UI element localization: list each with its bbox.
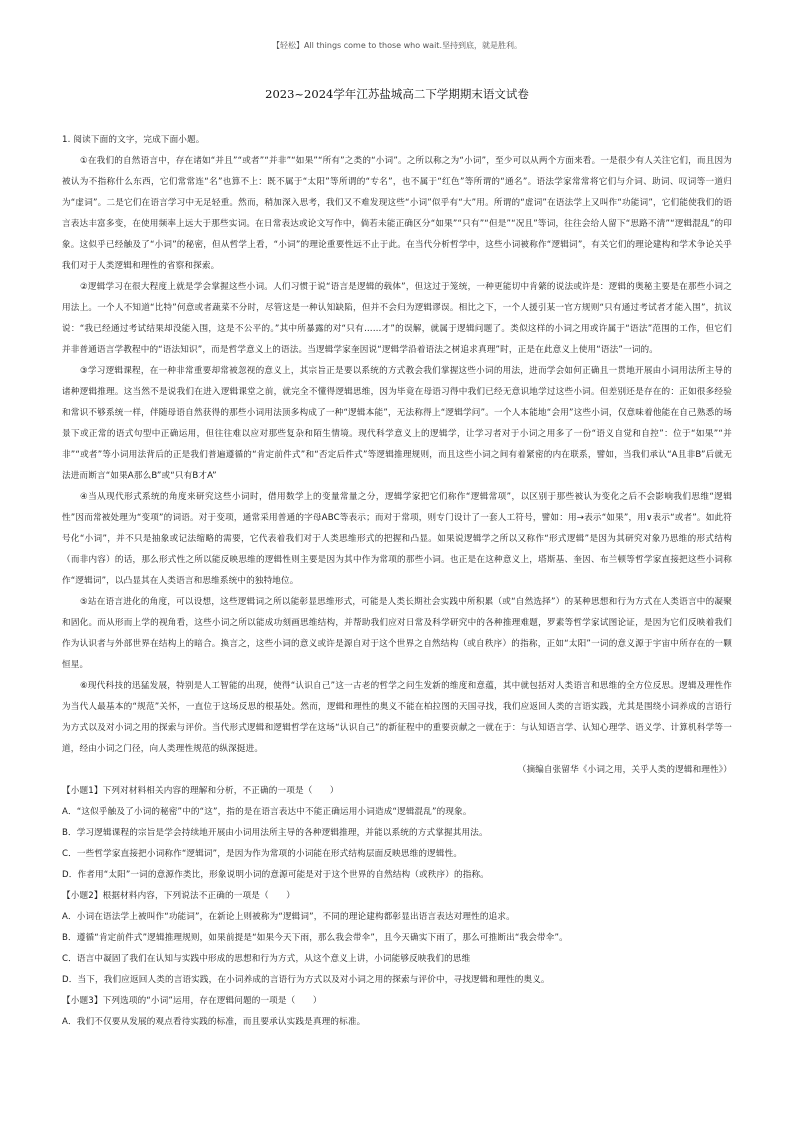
question-2-option-a: A．小词在语法学上被叫作“功能词”，在新论上则被称为“逻辑词”，不同的理论建构都彰显出语言表达对理性的追求。 xyxy=(62,912,515,922)
document-body xyxy=(62,130,732,1033)
question-1-option-c: C．一些哲学家直接把小词称作“逻辑词”，是因为作为常项的小词能在形式结构层面反映思维的逻辑性。 xyxy=(62,849,463,859)
paragraph-4: ④当从现代形式系统的角度来研究这些小词时，借用数学上的变量常量之分，逻辑学家把它们称作“逻辑常项”，以区别于那些被认为变化之后不会影响我们思维“逻辑性”因而常被处理为“变项”的词语。对于变项，通常采用普通的字母ABC等表示；而对于常项，则专门设计了一套人工符号，譬如：用→表示“如果”，用∨表示“或者”。如此符号化“小词”，并不只是抽象或记法缩略的需要，它代表着我们对于人类思维形式的把握和凸显。如果说逻辑学之所以又称作“形式逻辑”是因为其研究对象乃思维的形式结构（而非内容）的话，那么形式性之所以能反映思维的逻辑性则主要是因为其中作为常项的那些小词。也正是在这种意义上，塔斯基、奎因、布兰顿等哲学家直接把这些小词称作“逻辑词”，以凸显其在人类语言和思维系统中的独特地位。 xyxy=(62,492,732,586)
instructions: 1. 阅读下面的文字，完成下面小题。 xyxy=(62,135,205,145)
header-note: 【轻松】All things come to those who wait.坚持到底，就是胜利。 xyxy=(271,41,522,50)
question-2-option-d: D．当下，我们应返回人类的言语实践，在小词养成的言语行为方式以及对小词之用的探索与评价中，寻找逻辑和理性的奥义。 xyxy=(62,975,550,985)
question-3-stem: 【小题3】下列选项的“小词”运用，存在逻辑问题的一项是（ ） xyxy=(62,996,322,1006)
question-2-option-c: C．语言中凝固了我们在认知与实践中形成的思想和行为方式，从这个意义上讲，小词能够反映我们的思维 xyxy=(62,954,471,964)
paragraph-5: ⑤站在语言进化的角度，可以设想，这些逻辑词之所以能彰显思维形式，可能是人类长期社会实践中所积累（或“自然选择”）的某种思想和行为方式在人类语言中的凝聚和固化。而从形而上学的视角看，这些小词之所以能成功刻画思维结构，并帮助我们应对日常及科学研究中的各种推理难题，罗素等哲学家试图论证，是因为它们反映着我们作为认识者与外部世界在结构上的暗合。换言之，这些小词的意义或许是源自对于这个世界之自然结构（或自秩序）的指称，正如“太阳”一词的意义源于宇宙中所存在的一颗恒星。 xyxy=(62,597,732,670)
paragraph-1: ①在我们的自然语言中，存在诸如“并且”“或者”“并非”“如果”“所有”之类的“小词”。之所以称之为“小词”，至少可以从两个方面来看。一是很少有人关注它们，而且因为被认为不指称什么东西，它们常常连“名”也算不上：既不属于“太阳”等所谓的“专名”，也不属于“红色”等所谓的“通名”。语法学家常常将它们与介词、助词、叹词等一道归为“虚词”。二是它们在语言学习中无足轻重。然而，稍加深入思考，我们又不难发现这些“小词”似乎有“大”用。所谓的“虚词”在语法学上又叫作“功能词”，它们能使我们的语言表达丰富多变，在使用频率上远大于那些实词。在日常表达或论文写作中，倘若未能正确区分“如果”“只有”“但是”“况且”等词，往往会给人留下“思路不清”“逻辑混乱”的印象。这似乎已经触及了“小词”的秘密，但从哲学上看，“小词”的理论重要性远不止于此。在当代分析哲学中，这些小词被称作“逻辑词”，有关它们的理论建构和学术争论关乎我们对于人类逻辑和理性的省察和探索。 xyxy=(62,156,732,271)
question-2-stem: 【小题2】根据材料内容，下列说法不正确的一项是（ ） xyxy=(62,891,295,901)
paragraph-6: ⑥现代科技的迅猛发展，特别是人工智能的出现，使得“认识自己”这一古老的哲学之问生发新的维度和意蕴，其中就包括对人类语言和思维的全方位反思。逻辑及理性作为当代人最基本的“规范”关怀，一直位于这场反思的根基处。然而，逻辑和理性的奥义不能在柏拉图的天国寻找，我们应返回人类的言语实践，尤其是围绕小词养成的言语行为方式以及对小词之用的探索与评价。当代形式逻辑和逻辑哲学在这场“认识自己”的新征程中的重要贡献之一就在于：与认知语言学、认知心理学、语义学、计算机科学等一道，经由小词之门径，向人类理性规范的纵深挺进。 xyxy=(62,681,732,754)
question-1-stem: 【小题1】下列对材料相关内容的理解和分析，不正确的一项是（ ） xyxy=(62,786,339,796)
question-1-option-d: D．作者用“太阳”一词的意源作类比，形象说明小词的意源可能是对于这个世界的自然结构（或秩序）的指称。 xyxy=(62,870,489,880)
paragraph-3: ③学习逻辑课程，在一种非常重要却常被忽视的意义上，其宗旨正是要以系统的方式教会我们掌握这些小词的用法，进而学会如何正确且一贯地开展由小词用法所主导的诸种逻辑推理。这当然不是说我们在进入逻辑课堂之前，就完全不懂得逻辑思维，因为毕竟在母语习得中我们已经无意识地学过这些小词。但差别还是存在的：正如很多经验和常识不够系统一样，伴随母语自然获得的那些小词用法顶多构成了一种“逻辑本能”，无法称得上“逻辑学问”。一个人本能地“会用”这些小词，仅意味着他能在自己熟悉的场景下或正常的语式句型中正确运用，但往往难以应对那些复杂和陌生情境。现代科学意义上的逻辑学，让学习者对于小词之用多了一份“语义自觉和自控”：位于“如果”“并非”“或者”等小词用法背后的正是我们普遍遵循的“肯定前件式”和“否定后件式”等逻辑推理规则，而且这些小词之间有着紧密的内在联系，譬如，当我们承认“A且非B”后就无法进而断言“如果A那么B”或“只有B才A” xyxy=(62,366,732,481)
question-3-option-a: A．我们不仅要从发展的观点看待实践的标准，而且要承认实践是真理的标准。 xyxy=(62,1017,366,1027)
question-2-option-b: B．遵循“肯定前件式”逻辑推理规则，如果前提是“如果今天下雨，那么我会带伞”，且今天确实下雨了，那么可推断出“我会带伞”。 xyxy=(62,933,568,943)
question-1-option-a: A．“这似乎触及了小词的秘密”中的“这”，指的是在语言表达中不能正确运用小词造成“逻辑混乱”的现象。 xyxy=(62,807,472,817)
paragraph-2: ②逻辑学习在很大程度上就是学会掌握这些小词。人们习惯于说“语言是逻辑的载体”，但这过于笼统，一种更能切中肯綮的说法或许是：逻辑的奥秘主要是在那些小词之用法上。一个人不知道“比特”何意或者蔬菜不分时，尽管这是一种认知缺陷，但并不会归为逻辑谬误。相比之下，一个人援引某一官方规则“只有通过考试者才能入围”，抗议说：“我已经通过考试结果却没能入围，这是不公平的。”其中所暴露的对“只有……才”的误解，就属于逻辑问题了。类似这样的小词之用或许属于“语法”范围的工作，但它们并非普通语言学教程中的“语法知识”，而是哲学意义上的语法。当逻辑学家奎因说“逻辑学沿着语法之树追求真理”时，正是在此意义上使用“语法”一词的。 xyxy=(62,282,732,355)
page-title: 2023~2024学年江苏盐城高二下学期期末语文试卷 xyxy=(265,87,529,101)
question-1-option-b: B．学习逻辑课程的宗旨是学会持续地开展由小词用法所主导的各种逻辑推理，并能以系统的方式掌握其用法。 xyxy=(62,828,488,838)
source-citation: （摘编自张留华《小词之用，关乎人类的逻辑和理性》） xyxy=(517,765,732,775)
